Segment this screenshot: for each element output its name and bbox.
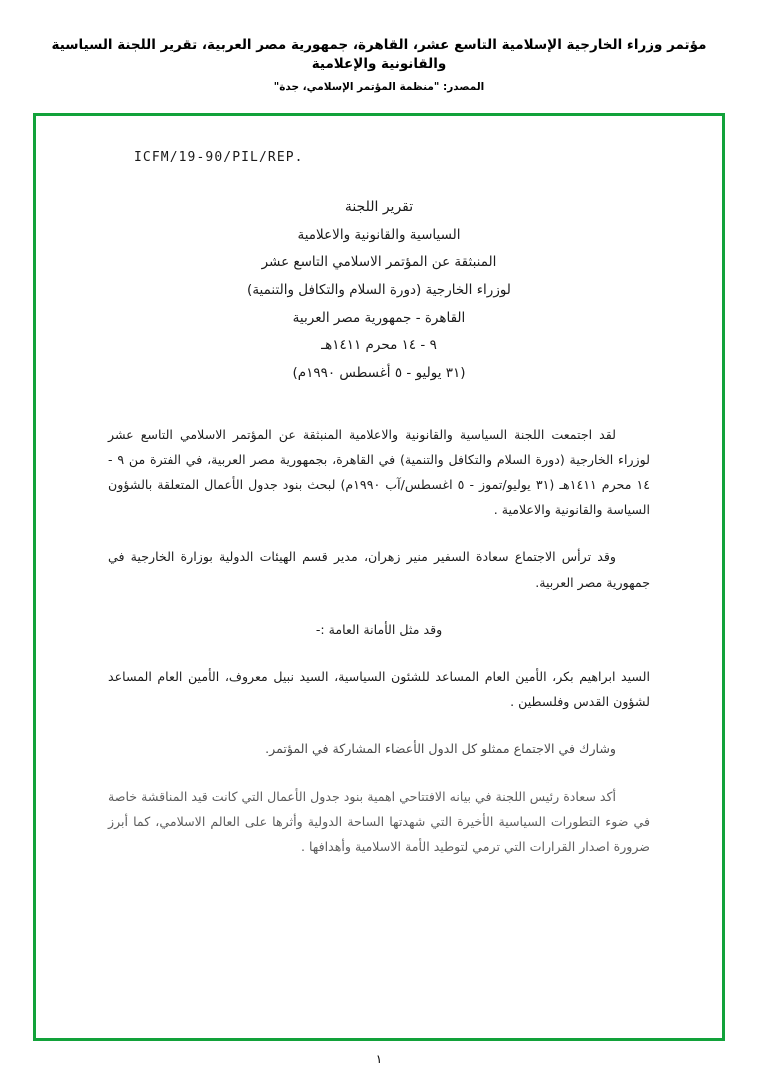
scanned-sheet <box>36 116 722 1038</box>
document-title-block <box>88 193 670 388</box>
document-body <box>88 422 670 859</box>
paragraph-5: وشارك في الاجتماع ممثلو كل الدول الأعضاء المشاركة في المؤتمر. <box>265 741 616 757</box>
page-header <box>0 0 758 93</box>
title-line-1: تقرير اللجنة <box>344 199 414 215</box>
document-number: ICFM/19-90/PIL/REP. <box>134 150 304 165</box>
paragraph-3: وقد مثل الأمانة العامة :- <box>315 621 443 637</box>
paragraph-1: لقد اجتمعت اللجنة السياسية والقانونية والاعلامية المنبثقة عن المؤتمر الاسلامي التاسع عشر لوزراء الخارجية (دورة السلام والتكافل والتنمية) في القاهرة، بجمهورية مصر العربية، في الفترة من ٩ - ١٤ محرم ١٤١١هـ (٣١ يوليو/تموز - ٥ اغسطس/آب ١٩٩٠م) لبحث بنود جدول الأعمال المتعلقة بالشؤون السياسة والقانونية والاعلامية . <box>108 426 651 518</box>
header-title: مؤتمر وزراء الخارجية الإسلامية التاسع عشر، القاهرة، جمهورية مصر العربية، تقرير اللجنة السياسية والقانونية والإعلامية <box>51 37 707 72</box>
title-line-6: ٩ - ١٤ محرم ١٤١١هـ <box>321 337 437 354</box>
title-line-2: السياسية والقانونية والاعلامية <box>297 226 461 243</box>
title-line-4: لوزراء الخارجية (دورة السلام والتكافل والتنمية) <box>247 282 511 299</box>
title-line-3: المنبثقة عن المؤتمر الاسلامي التاسع عشر <box>261 254 497 271</box>
paragraph-4: السيد ابراهيم بكر، الأمين العام المساعد للشئون السياسية، السيد نبيل معروف، الأمين العام المساعد لشؤون القدس وفلسطين . <box>108 669 650 710</box>
header-source: المصدر: "منظمة المؤتمر الإسلامي، جدة" <box>273 80 485 93</box>
paragraph-2: وقد ترأس الاجتماع سعادة السفير منير زهران، مدير قسم الهيئات الدولية بوزارة الخارجية في جمهورية مصر العربية. <box>108 549 650 590</box>
scanned-page-frame <box>33 113 725 1041</box>
page-number: ١ <box>375 1052 383 1066</box>
title-line-7: (٣١ يوليو - ٥ أغسطس ١٩٩٠م) <box>292 365 466 382</box>
paragraph-6: أكد سعادة رئيس اللجنة في بيانه الافتتاحي اهمية بنود جدول الأعمال التي كانت قيد المناقشة خاصة في ضوء التطورات السياسية الأخيرة التي شهدتها الساحة الدولية وأثرها على العالم الاسلامي، كما أبرز ضرورة اصدار القرارات التي ترمي لتوطيد الأمة الاسلامية وأهدافها . <box>108 788 650 854</box>
title-line-5: القاهرة - جمهورية مصر العربية <box>292 309 466 326</box>
